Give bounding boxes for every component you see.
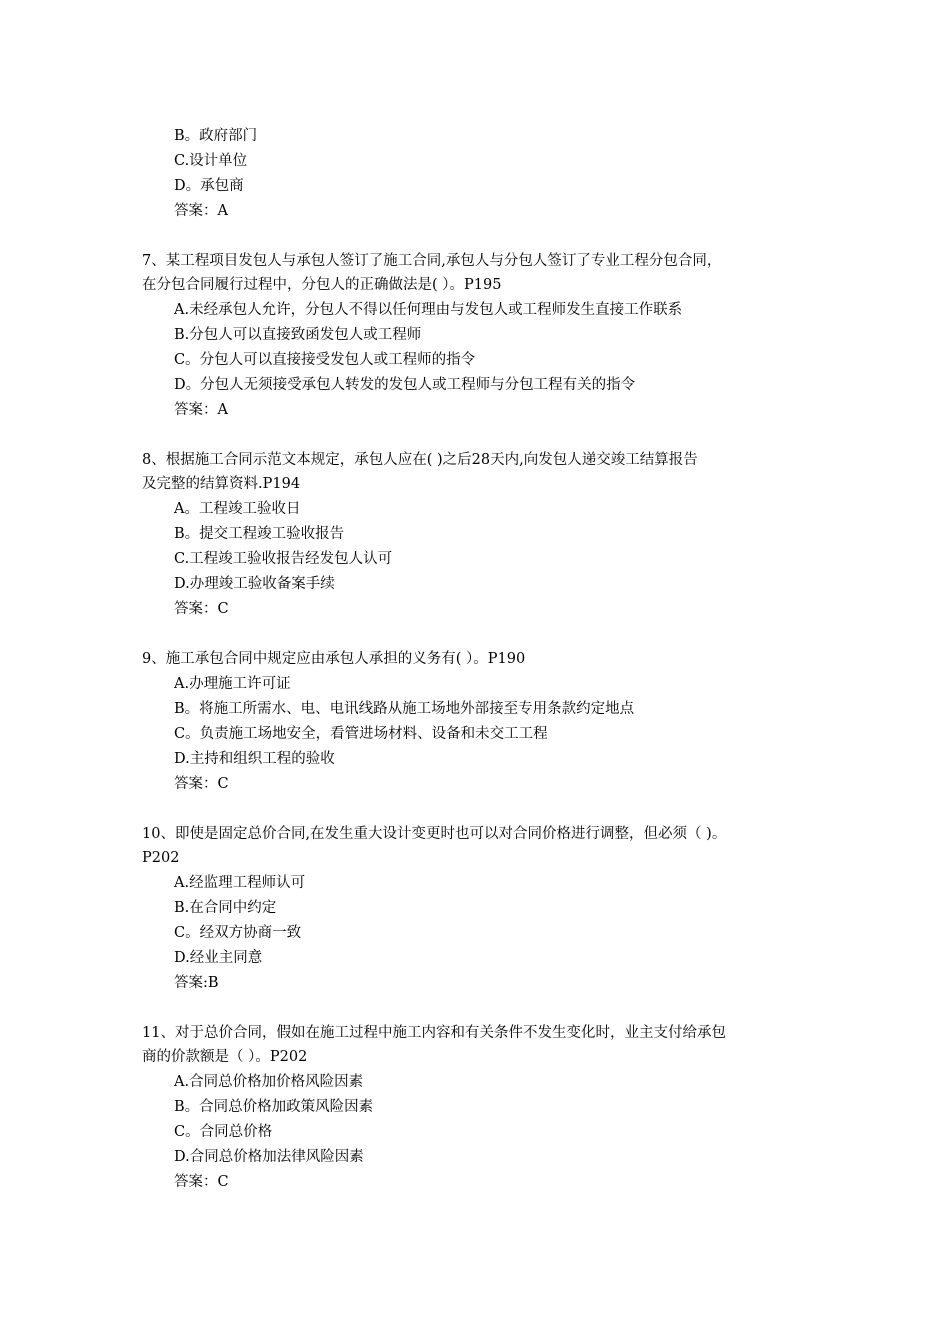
option: B.分包人可以直接致函发包人或工程师 — [174, 327, 422, 343]
option: C。合同总价格 — [174, 1124, 273, 1140]
option: B.在合同中约定 — [174, 900, 277, 916]
option: C.设计单位 — [174, 153, 248, 169]
question-text: 及完整的结算资料.P194 — [142, 476, 301, 492]
option: A.合同总价格加价格风险因素 — [174, 1074, 364, 1090]
option: A.未经承包人允许，分包人不得以任何理由与发包人或工程师发生直接工作联系 — [174, 302, 683, 318]
question-text: 8、根据施工合同示范文本规定，承包人应在( )之后28天内,向发包人递交竣工结算报告 — [142, 452, 698, 468]
option: D。承包商 — [174, 178, 244, 194]
question-text: 商的价款额是（ ）。P202 — [142, 1049, 308, 1065]
option: A.经监理工程师认可 — [174, 875, 306, 891]
answer: 答案：A — [174, 203, 228, 219]
question-text: 9、施工承包合同中规定应由承包人承担的义务有( ）。P190 — [142, 651, 526, 667]
option: C。分包人可以直接接受发包人或工程师的指令 — [174, 352, 476, 368]
option: B。提交工程竣工验收报告 — [174, 526, 345, 542]
answer: 答案:B — [174, 975, 219, 991]
option: C。经双方协商一致 — [174, 925, 302, 941]
question-text: P202 — [142, 850, 180, 866]
option: A.办理施工许可证 — [174, 676, 291, 692]
question-text: 10、即使是固定总价合同,在发生重大设计变更时也可以对合同价格进行调整，但必须（ )。 — [142, 826, 727, 842]
answer: 答案：C — [174, 776, 229, 792]
option: A。工程竣工验收日 — [174, 501, 301, 517]
question-text: 11、对于总价合同，假如在施工过程中施工内容和有关条件不发生变化时，业主支付给承包 — [142, 1025, 726, 1041]
option: B。合同总价格加政策风险因素 — [174, 1099, 374, 1115]
answer: 答案：C — [174, 1174, 229, 1190]
option: C。负责施工场地安全，看管进场材料、设备和未交工工程 — [174, 726, 548, 742]
option: B。政府部门 — [174, 128, 258, 144]
option: D.办理竣工验收备案手续 — [174, 576, 335, 592]
option: D.合同总价格加法律风险因素 — [174, 1149, 364, 1165]
option: B。将施工所需水、电、电讯线路从施工场地外部接至专用条款约定地点 — [174, 701, 635, 717]
option: D。分包人无须接受承包人转发的发包人或工程师与分包工程有关的指令 — [174, 377, 636, 393]
question-text: 7、某工程项目发包人与承包人签订了施工合同,承包人与分包人签订了专业工程分包合同， — [142, 253, 722, 269]
question-text: 在分包合同履行过程中，分包人的正确做法是( ）。P195 — [142, 277, 502, 293]
answer: 答案：A — [174, 402, 228, 418]
option: D.主持和组织工程的验收 — [174, 751, 335, 767]
answer: 答案：C — [174, 601, 229, 617]
option: C.工程竣工验收报告经发包人认可 — [174, 551, 393, 567]
option: D.经业主同意 — [174, 950, 263, 966]
